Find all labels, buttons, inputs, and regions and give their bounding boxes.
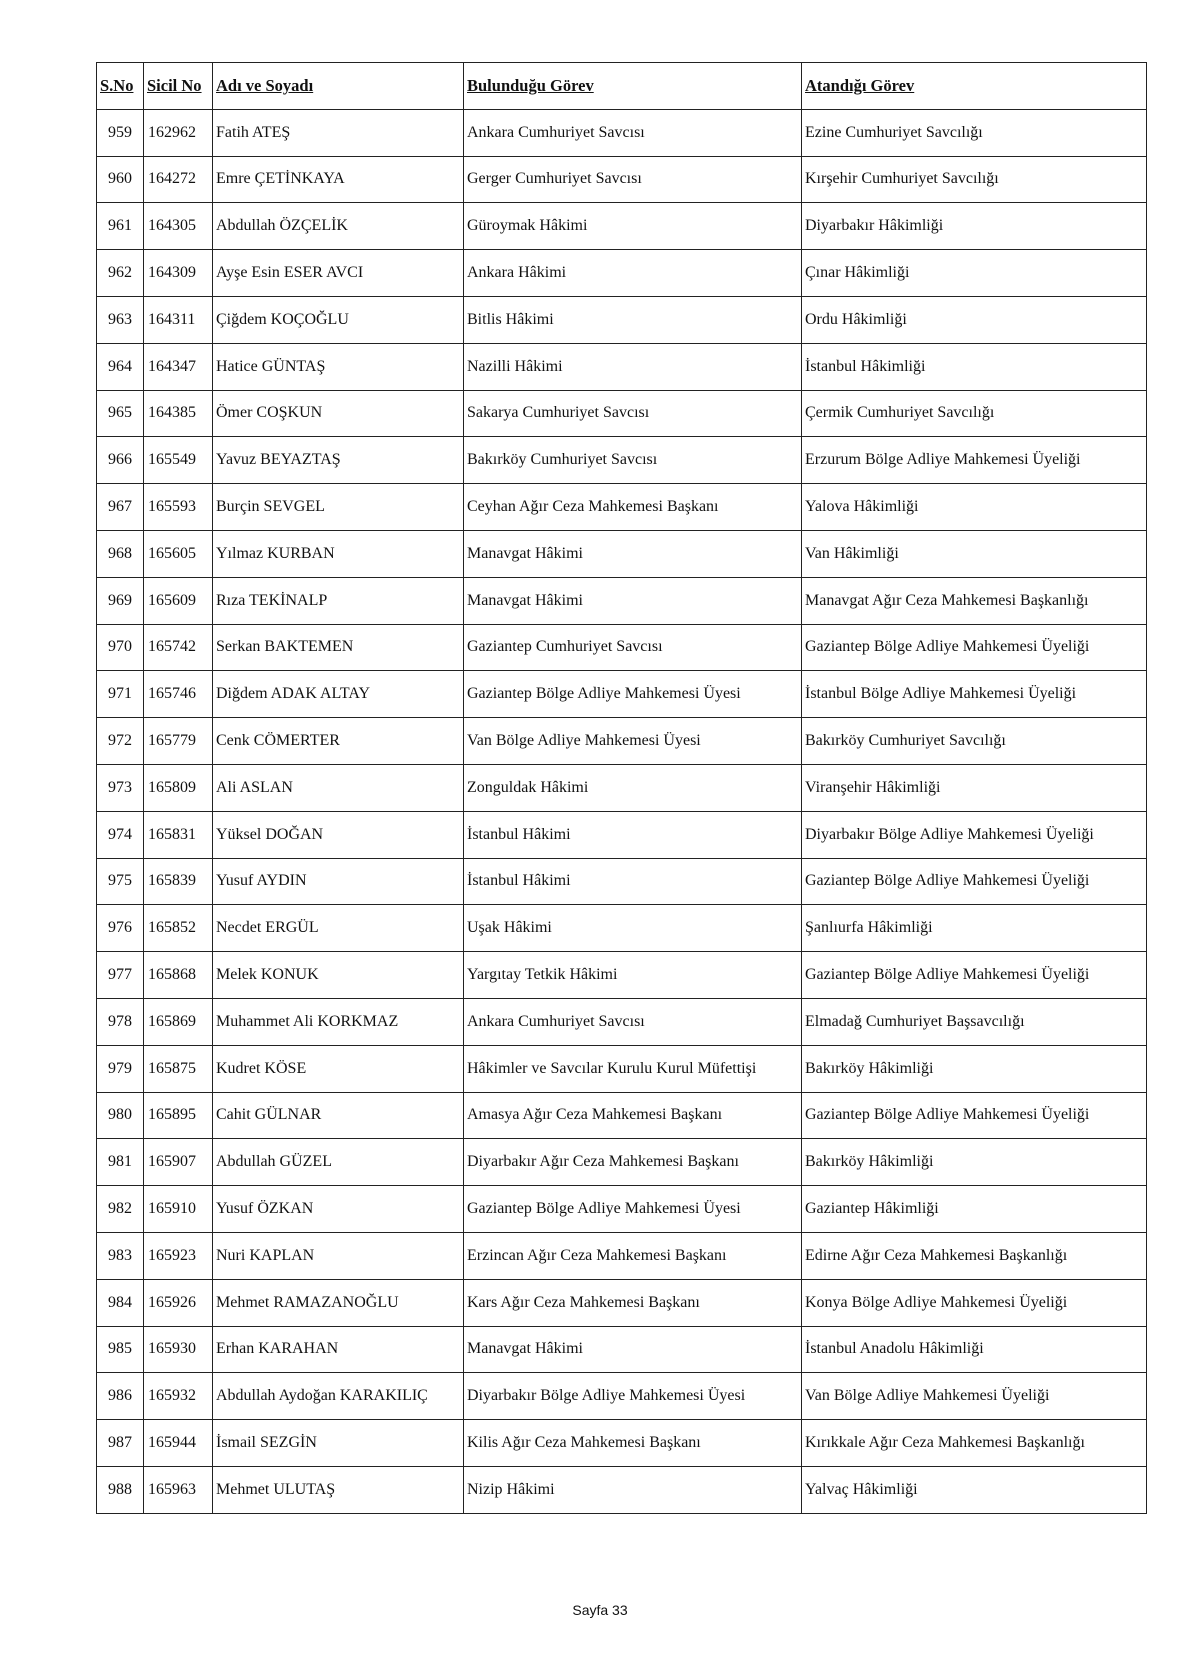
table-row xyxy=(97,952,1147,999)
header-sicil-no: Sicil No xyxy=(144,63,213,110)
cell-sicil-no: 165944 xyxy=(144,1420,213,1467)
cell-name: Burçin SEVGEL xyxy=(213,484,464,531)
cell-sno: 964 xyxy=(97,343,144,390)
cell-sicil-no: 165839 xyxy=(144,858,213,905)
cell-sicil-no: 164311 xyxy=(144,296,213,343)
cell-current-position: Kars Ağır Ceza Mahkemesi Başkanı xyxy=(464,1279,802,1326)
cell-assigned-position: Yalova Hâkimliği xyxy=(802,484,1147,531)
cell-assigned-position: Bakırköy Hâkimliği xyxy=(802,1045,1147,1092)
table-row xyxy=(97,1420,1147,1467)
cell-name: Ali ASLAN xyxy=(213,764,464,811)
cell-assigned-position: Gaziantep Bölge Adliye Mahkemesi Üyeliği xyxy=(802,1092,1147,1139)
cell-current-position: Diyarbakır Bölge Adliye Mahkemesi Üyesi xyxy=(464,1373,802,1420)
table-row xyxy=(97,250,1147,297)
cell-name: Nuri KAPLAN xyxy=(213,1232,464,1279)
cell-assigned-position: Gaziantep Bölge Adliye Mahkemesi Üyeliği xyxy=(802,858,1147,905)
cell-sno: 960 xyxy=(97,156,144,203)
cell-sicil-no: 165746 xyxy=(144,671,213,718)
table-row xyxy=(97,671,1147,718)
cell-sno: 974 xyxy=(97,811,144,858)
cell-assigned-position: Elmadağ Cumhuriyet Başsavcılığı xyxy=(802,998,1147,1045)
cell-sicil-no: 165932 xyxy=(144,1373,213,1420)
cell-sno: 983 xyxy=(97,1232,144,1279)
table-row xyxy=(97,203,1147,250)
cell-sicil-no: 162962 xyxy=(144,109,213,156)
table-body xyxy=(97,109,1147,1513)
cell-name: Emre ÇETİNKAYA xyxy=(213,156,464,203)
cell-current-position: İstanbul Hâkimi xyxy=(464,858,802,905)
table-row xyxy=(97,764,1147,811)
cell-sicil-no: 164385 xyxy=(144,390,213,437)
cell-assigned-position: Bakırköy Hâkimliği xyxy=(802,1139,1147,1186)
cell-current-position: Manavgat Hâkimi xyxy=(464,577,802,624)
cell-sno: 966 xyxy=(97,437,144,484)
cell-current-position: Ankara Hâkimi xyxy=(464,250,802,297)
cell-name: Abdullah GÜZEL xyxy=(213,1139,464,1186)
cell-assigned-position: Konya Bölge Adliye Mahkemesi Üyeliği xyxy=(802,1279,1147,1326)
cell-name: Mehmet ULUTAŞ xyxy=(213,1466,464,1513)
table-row xyxy=(97,858,1147,905)
cell-sno: 985 xyxy=(97,1326,144,1373)
cell-current-position: Van Bölge Adliye Mahkemesi Üyesi xyxy=(464,718,802,765)
cell-current-position: Hâkimler ve Savcılar Kurulu Kurul Müfettişi xyxy=(464,1045,802,1092)
cell-sicil-no: 165875 xyxy=(144,1045,213,1092)
cell-sicil-no: 165868 xyxy=(144,952,213,999)
cell-sno: 973 xyxy=(97,764,144,811)
header-assigned-position: Atandığı Görev xyxy=(802,63,1147,110)
cell-sicil-no: 165831 xyxy=(144,811,213,858)
cell-sno: 980 xyxy=(97,1092,144,1139)
cell-assigned-position: Çermik Cumhuriyet Savcılığı xyxy=(802,390,1147,437)
cell-sicil-no: 165923 xyxy=(144,1232,213,1279)
table-row xyxy=(97,343,1147,390)
cell-name: İsmail SEZGİN xyxy=(213,1420,464,1467)
cell-assigned-position: Şanlıurfa Hâkimliği xyxy=(802,905,1147,952)
cell-current-position: Kilis Ağır Ceza Mahkemesi Başkanı xyxy=(464,1420,802,1467)
table-row xyxy=(97,484,1147,531)
table-row xyxy=(97,1139,1147,1186)
cell-assigned-position: İstanbul Hâkimliği xyxy=(802,343,1147,390)
table-row xyxy=(97,905,1147,952)
table-row xyxy=(97,1466,1147,1513)
table-header-row xyxy=(97,63,1147,110)
cell-assigned-position: Ordu Hâkimliği xyxy=(802,296,1147,343)
cell-current-position: Bitlis Hâkimi xyxy=(464,296,802,343)
table-row xyxy=(97,1045,1147,1092)
cell-name: Çiğdem KOÇOĞLU xyxy=(213,296,464,343)
cell-current-position: Gaziantep Cumhuriyet Savcısı xyxy=(464,624,802,671)
cell-name: Cenk CÖMERTER xyxy=(213,718,464,765)
cell-sno: 978 xyxy=(97,998,144,1045)
cell-sicil-no: 164309 xyxy=(144,250,213,297)
cell-assigned-position: Diyarbakır Bölge Adliye Mahkemesi Üyeliği xyxy=(802,811,1147,858)
table-row xyxy=(97,1279,1147,1326)
table-row xyxy=(97,1326,1147,1373)
table-row xyxy=(97,577,1147,624)
cell-sicil-no: 165963 xyxy=(144,1466,213,1513)
cell-current-position: Diyarbakır Ağır Ceza Mahkemesi Başkanı xyxy=(464,1139,802,1186)
cell-assigned-position: İstanbul Anadolu Hâkimliği xyxy=(802,1326,1147,1373)
table-row xyxy=(97,624,1147,671)
cell-assigned-position: Bakırköy Cumhuriyet Savcılığı xyxy=(802,718,1147,765)
cell-current-position: Manavgat Hâkimi xyxy=(464,530,802,577)
cell-sno: 970 xyxy=(97,624,144,671)
cell-assigned-position: Manavgat Ağır Ceza Mahkemesi Başkanlığı xyxy=(802,577,1147,624)
cell-sicil-no: 164305 xyxy=(144,203,213,250)
cell-sicil-no: 164347 xyxy=(144,343,213,390)
cell-assigned-position: Çınar Hâkimliği xyxy=(802,250,1147,297)
cell-assigned-position: Edirne Ağır Ceza Mahkemesi Başkanlığı xyxy=(802,1232,1147,1279)
cell-name: Erhan KARAHAN xyxy=(213,1326,464,1373)
cell-assigned-position: Kırşehir Cumhuriyet Savcılığı xyxy=(802,156,1147,203)
cell-current-position: Gaziantep Bölge Adliye Mahkemesi Üyesi xyxy=(464,671,802,718)
cell-current-position: Nizip Hâkimi xyxy=(464,1466,802,1513)
header-current-position: Bulunduğu Görev xyxy=(464,63,802,110)
cell-current-position: Amasya Ağır Ceza Mahkemesi Başkanı xyxy=(464,1092,802,1139)
cell-sno: 976 xyxy=(97,905,144,952)
cell-name: Abdullah Aydoğan KARAKILIÇ xyxy=(213,1373,464,1420)
cell-sno: 963 xyxy=(97,296,144,343)
cell-sno: 984 xyxy=(97,1279,144,1326)
cell-sicil-no: 165910 xyxy=(144,1186,213,1233)
header-name: Adı ve Soyadı xyxy=(213,63,464,110)
table-row xyxy=(97,998,1147,1045)
table-row xyxy=(97,811,1147,858)
cell-assigned-position: Gaziantep Hâkimliği xyxy=(802,1186,1147,1233)
cell-sicil-no: 164272 xyxy=(144,156,213,203)
cell-sno: 981 xyxy=(97,1139,144,1186)
cell-sicil-no: 165605 xyxy=(144,530,213,577)
cell-assigned-position: Ezine Cumhuriyet Savcılığı xyxy=(802,109,1147,156)
cell-sno: 969 xyxy=(97,577,144,624)
cell-name: Ayşe Esin ESER AVCI xyxy=(213,250,464,297)
cell-name: Ömer COŞKUN xyxy=(213,390,464,437)
cell-name: Yavuz BEYAZTAŞ xyxy=(213,437,464,484)
cell-current-position: Ankara Cumhuriyet Savcısı xyxy=(464,109,802,156)
cell-name: Serkan BAKTEMEN xyxy=(213,624,464,671)
cell-assigned-position: Gaziantep Bölge Adliye Mahkemesi Üyeliği xyxy=(802,952,1147,999)
cell-sicil-no: 165809 xyxy=(144,764,213,811)
cell-sicil-no: 165869 xyxy=(144,998,213,1045)
table-row xyxy=(97,156,1147,203)
table-row xyxy=(97,1373,1147,1420)
cell-sno: 979 xyxy=(97,1045,144,1092)
cell-name: Cahit GÜLNAR xyxy=(213,1092,464,1139)
cell-name: Yüksel DOĞAN xyxy=(213,811,464,858)
cell-sno: 972 xyxy=(97,718,144,765)
cell-sicil-no: 165907 xyxy=(144,1139,213,1186)
table-row xyxy=(97,1232,1147,1279)
table-row xyxy=(97,109,1147,156)
cell-current-position: Erzincan Ağır Ceza Mahkemesi Başkanı xyxy=(464,1232,802,1279)
cell-assigned-position: Kırıkkale Ağır Ceza Mahkemesi Başkanlığı xyxy=(802,1420,1147,1467)
cell-sno: 986 xyxy=(97,1373,144,1420)
cell-sicil-no: 165852 xyxy=(144,905,213,952)
cell-current-position: Yargıtay Tetkik Hâkimi xyxy=(464,952,802,999)
cell-name: Abdullah ÖZÇELİK xyxy=(213,203,464,250)
table-row xyxy=(97,530,1147,577)
table-row xyxy=(97,1186,1147,1233)
cell-name: Yusuf AYDIN xyxy=(213,858,464,905)
table-row xyxy=(97,390,1147,437)
cell-sno: 987 xyxy=(97,1420,144,1467)
cell-name: Mehmet RAMAZANOĞLU xyxy=(213,1279,464,1326)
cell-current-position: Gerger Cumhuriyet Savcısı xyxy=(464,156,802,203)
table-row xyxy=(97,296,1147,343)
cell-name: Kudret KÖSE xyxy=(213,1045,464,1092)
cell-current-position: Nazilli Hâkimi xyxy=(464,343,802,390)
cell-current-position: Ankara Cumhuriyet Savcısı xyxy=(464,998,802,1045)
cell-current-position: Manavgat Hâkimi xyxy=(464,1326,802,1373)
cell-assigned-position: Van Bölge Adliye Mahkemesi Üyeliği xyxy=(802,1373,1147,1420)
cell-assigned-position: İstanbul Bölge Adliye Mahkemesi Üyeliği xyxy=(802,671,1147,718)
cell-name: Muhammet Ali KORKMAZ xyxy=(213,998,464,1045)
cell-current-position: Bakırköy Cumhuriyet Savcısı xyxy=(464,437,802,484)
cell-assigned-position: Gaziantep Bölge Adliye Mahkemesi Üyeliği xyxy=(802,624,1147,671)
cell-current-position: Gaziantep Bölge Adliye Mahkemesi Üyesi xyxy=(464,1186,802,1233)
cell-sno: 968 xyxy=(97,530,144,577)
cell-assigned-position: Viranşehir Hâkimliği xyxy=(802,764,1147,811)
cell-sicil-no: 165779 xyxy=(144,718,213,765)
cell-current-position: Güroymak Hâkimi xyxy=(464,203,802,250)
cell-sno: 982 xyxy=(97,1186,144,1233)
cell-sno: 988 xyxy=(97,1466,144,1513)
cell-sicil-no: 165926 xyxy=(144,1279,213,1326)
table-row xyxy=(97,718,1147,765)
cell-sicil-no: 165549 xyxy=(144,437,213,484)
cell-name: Fatih ATEŞ xyxy=(213,109,464,156)
cell-sicil-no: 165609 xyxy=(144,577,213,624)
table-row xyxy=(97,437,1147,484)
cell-sno: 962 xyxy=(97,250,144,297)
cell-name: Necdet ERGÜL xyxy=(213,905,464,952)
cell-current-position: İstanbul Hâkimi xyxy=(464,811,802,858)
cell-sno: 961 xyxy=(97,203,144,250)
cell-current-position: Ceyhan Ağır Ceza Mahkemesi Başkanı xyxy=(464,484,802,531)
cell-current-position: Sakarya Cumhuriyet Savcısı xyxy=(464,390,802,437)
cell-sno: 975 xyxy=(97,858,144,905)
cell-current-position: Zonguldak Hâkimi xyxy=(464,764,802,811)
cell-name: Melek KONUK xyxy=(213,952,464,999)
cell-current-position: Uşak Hâkimi xyxy=(464,905,802,952)
cell-assigned-position: Erzurum Bölge Adliye Mahkemesi Üyeliği xyxy=(802,437,1147,484)
table-row xyxy=(97,1092,1147,1139)
cell-name: Yılmaz KURBAN xyxy=(213,530,464,577)
cell-name: Diğdem ADAK ALTAY xyxy=(213,671,464,718)
cell-assigned-position: Yalvaç Hâkimliği xyxy=(802,1466,1147,1513)
cell-sno: 959 xyxy=(97,109,144,156)
cell-sno: 977 xyxy=(97,952,144,999)
cell-sno: 965 xyxy=(97,390,144,437)
cell-assigned-position: Diyarbakır Hâkimliği xyxy=(802,203,1147,250)
page-number: Sayfa 33 xyxy=(572,1602,628,1618)
cell-name: Rıza TEKİNALP xyxy=(213,577,464,624)
cell-sno: 967 xyxy=(97,484,144,531)
cell-sicil-no: 165930 xyxy=(144,1326,213,1373)
cell-name: Hatice GÜNTAŞ xyxy=(213,343,464,390)
cell-sicil-no: 165742 xyxy=(144,624,213,671)
appointment-table xyxy=(96,62,1147,1514)
cell-name: Yusuf ÖZKAN xyxy=(213,1186,464,1233)
cell-sicil-no: 165895 xyxy=(144,1092,213,1139)
cell-sno: 971 xyxy=(97,671,144,718)
cell-assigned-position: Van Hâkimliği xyxy=(802,530,1147,577)
header-sno: S.No xyxy=(97,63,144,110)
cell-sicil-no: 165593 xyxy=(144,484,213,531)
